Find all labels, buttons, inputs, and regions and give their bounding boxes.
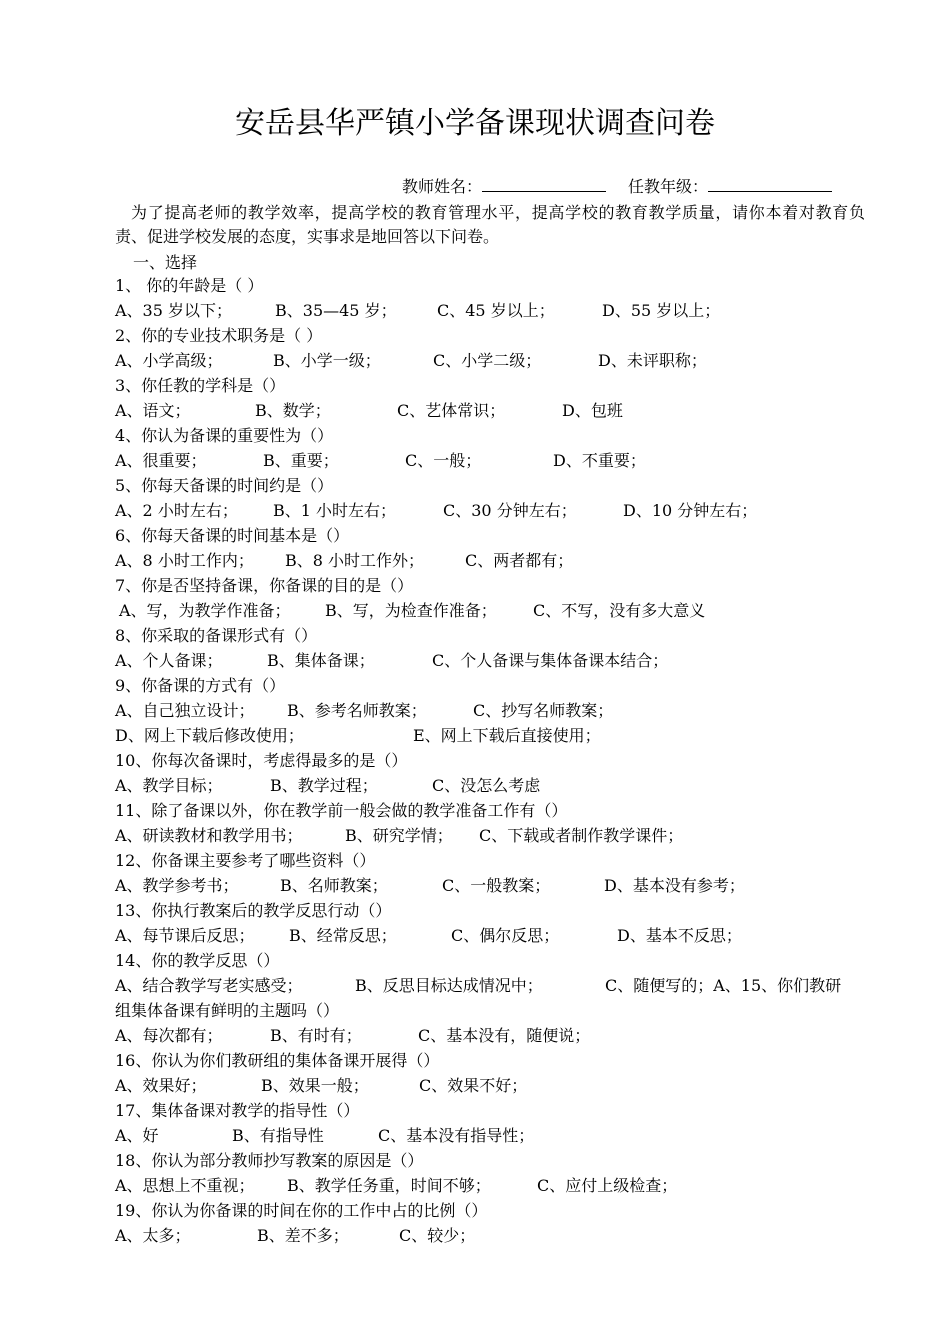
option-row xyxy=(115,723,875,748)
option-item: D、基本不反思； xyxy=(617,926,742,945)
option-item: A、教学目标； xyxy=(115,776,223,795)
option-row xyxy=(115,873,875,898)
option-item: B、写，为检查作准备； xyxy=(325,601,497,620)
option-row xyxy=(115,398,875,423)
question-label: 13、你执行教案后的教学反思行动（） xyxy=(115,901,392,920)
option-row xyxy=(115,1073,875,1098)
question-text xyxy=(115,523,875,548)
option-item: C、应付上级检查； xyxy=(537,1176,678,1195)
option-item: C、30 分钟左右； xyxy=(443,501,577,520)
option-item: A、很重要； xyxy=(115,451,207,470)
option-item: C、小学二级； xyxy=(433,351,542,370)
question-text xyxy=(115,798,875,823)
option-item: A、小学高级； xyxy=(115,351,223,370)
option-row xyxy=(115,598,875,623)
question-list xyxy=(115,273,875,1248)
option-row xyxy=(115,498,875,523)
teacher-name-label: 教师姓名： xyxy=(402,177,483,196)
option-item: C、两者都有； xyxy=(465,551,574,570)
option-item: A、每次都有； xyxy=(115,1026,223,1045)
question-label: 11、除了备课以外，你在教学前一般会做的教学准备工作有（） xyxy=(115,801,568,820)
option-item: C、45 岁以上； xyxy=(437,301,555,320)
question-label: 14、你的教学反思（） xyxy=(115,951,280,970)
question-label: 7、你是否坚持备课，你备课的目的是（） xyxy=(115,576,414,595)
option-row xyxy=(115,1173,875,1198)
option-item: A、每节课后反思； xyxy=(115,926,255,945)
option-item: D、基本没有参考； xyxy=(604,876,745,895)
option-item: B、重要； xyxy=(263,451,339,470)
question-label: 6、你每天备课的时间基本是（） xyxy=(115,526,350,545)
question-label: 9、你备课的方式有（） xyxy=(115,676,286,695)
option-item: C、不写，没有多大意义 xyxy=(533,601,706,620)
option-item: A、语文； xyxy=(115,401,191,420)
option-item: C、没怎么考虑 xyxy=(432,776,541,795)
option-item: B、集体备课； xyxy=(267,651,375,670)
option-item: B、35—45 岁； xyxy=(275,301,397,320)
question-text xyxy=(115,273,875,298)
option-item: B、教学任务重，时间不够； xyxy=(287,1176,491,1195)
grade-blank xyxy=(708,175,832,192)
option-item: C、基本没有，随便说； xyxy=(418,1026,591,1045)
question-text xyxy=(115,748,875,773)
question-text xyxy=(115,848,875,873)
option-item: A、自己独立设计； xyxy=(115,701,255,720)
option-row xyxy=(115,1123,875,1148)
option-item: D、不重要； xyxy=(553,451,646,470)
option-row xyxy=(115,1223,875,1248)
option-row xyxy=(115,298,875,323)
question-label: 1、 你的年龄是（ ） xyxy=(115,276,264,295)
question-text xyxy=(115,998,875,1023)
option-item: B、教学过程； xyxy=(270,776,378,795)
option-item: A、个人备课； xyxy=(115,651,223,670)
question-text xyxy=(115,1048,875,1073)
option-item: B、研究学情； xyxy=(345,826,453,845)
option-item: A、效果好； xyxy=(115,1076,207,1095)
question-text xyxy=(115,423,875,448)
option-row xyxy=(115,348,875,373)
option-item: B、有指导性 xyxy=(232,1126,324,1145)
question-text xyxy=(115,1098,875,1123)
section-heading: 一、选择 xyxy=(133,253,198,272)
question-label: 10、你每次备课时，考虑得最多的是（） xyxy=(115,751,408,770)
option-item: D、包班 xyxy=(562,401,623,420)
question-label: 2、你的专业技术职务是（ ） xyxy=(115,326,323,345)
option-item: C、随便写的；A、15、你们教研 xyxy=(605,976,842,995)
option-item: B、参考名师教案； xyxy=(287,701,427,720)
option-item: D、10 分钟左右； xyxy=(623,501,758,520)
option-item: A、8 小时工作内； xyxy=(115,551,254,570)
option-item: A、2 小时左右； xyxy=(115,501,238,520)
option-row xyxy=(115,1023,875,1048)
option-row xyxy=(115,973,875,998)
question-text xyxy=(115,573,875,598)
option-item: C、较少； xyxy=(399,1226,476,1245)
option-item: E、网上下载后直接使用； xyxy=(413,726,601,745)
question-text xyxy=(115,948,875,973)
grade-label: 任教年级： xyxy=(628,177,709,196)
question-label: 12、你备课主要参考了哪些资料（） xyxy=(115,851,376,870)
option-item: C、基本没有指导性； xyxy=(378,1126,535,1145)
option-row xyxy=(115,823,875,848)
option-item: B、效果一般； xyxy=(261,1076,369,1095)
question-text xyxy=(115,373,875,398)
option-item: B、名师教案； xyxy=(280,876,388,895)
option-item: C、抄写名师教案； xyxy=(473,701,614,720)
option-item: A、写，为教学作准备； xyxy=(119,601,291,620)
option-item: C、下载或者制作教学课件； xyxy=(479,826,684,845)
question-text xyxy=(115,623,875,648)
option-item: B、经常反思； xyxy=(289,926,397,945)
question-text xyxy=(115,898,875,923)
option-item: B、反思目标达成情况中； xyxy=(355,976,543,995)
option-row xyxy=(115,448,875,473)
option-item: C、效果不好； xyxy=(419,1076,528,1095)
option-row xyxy=(115,923,875,948)
option-item: A、好 xyxy=(115,1126,159,1145)
option-item: B、有时有； xyxy=(270,1026,362,1045)
question-label: 19、你认为你备课的时间在你的工作中占的比例（） xyxy=(115,1201,488,1220)
question-text xyxy=(115,473,875,498)
option-item: C、一般； xyxy=(405,451,482,470)
option-item: B、小学一级； xyxy=(273,351,381,370)
option-item: A、研读教材和教学用书； xyxy=(115,826,303,845)
question-text xyxy=(115,1148,875,1173)
option-row xyxy=(115,698,875,723)
question-label: 18、你认为部分教师抄写教案的原因是（） xyxy=(115,1151,424,1170)
option-item: B、1 小时左右； xyxy=(273,501,397,520)
question-label: 17、集体备课对教学的指导性（） xyxy=(115,1101,360,1120)
option-item: A、教学参考书； xyxy=(115,876,239,895)
question-text xyxy=(115,323,875,348)
question-label: 3、你任教的学科是（） xyxy=(115,376,286,395)
option-item: C、艺体常识； xyxy=(397,401,506,420)
option-item: A、思想上不重视； xyxy=(115,1176,255,1195)
option-item: D、55 岁以上； xyxy=(602,301,721,320)
option-row xyxy=(115,773,875,798)
question-text xyxy=(115,673,875,698)
intro-paragraph: 为了提高老师的教学效率，提高学校的教育管理水平，提高学校的教育教学质量，请你本着对教育负责、促进学校发展的态度，实事求是地回答以下问卷。 xyxy=(115,203,865,246)
question-label: 16、你认为你们教研组的集体备课开展得（） xyxy=(115,1051,440,1070)
page-title: 安岳县华严镇小学备课现状调查问卷 xyxy=(235,106,715,141)
option-item: D、未评职称； xyxy=(598,351,707,370)
question-label: 4、你认为备课的重要性为（） xyxy=(115,426,334,445)
option-item: C、一般教案； xyxy=(442,876,551,895)
option-item: B、数学； xyxy=(255,401,331,420)
question-label: 组集体备课有鲜明的主题吗（） xyxy=(115,1001,340,1020)
option-row xyxy=(115,648,875,673)
respondent-info xyxy=(402,175,832,198)
question-label: 8、你采取的备课形式有（） xyxy=(115,626,318,645)
option-item: A、结合教学写老实感受； xyxy=(115,976,303,995)
option-item: D、网上下载后修改使用； xyxy=(115,726,304,745)
option-item: A、35 岁以下； xyxy=(115,301,233,320)
option-item: B、8 小时工作外； xyxy=(285,551,425,570)
option-item: C、偶尔反思； xyxy=(451,926,560,945)
question-label: 5、你每天备课的时间约是（） xyxy=(115,476,334,495)
teacher-name-blank xyxy=(482,175,606,192)
option-item: C、个人备课与集体备课本结合； xyxy=(432,651,669,670)
question-text xyxy=(115,1198,875,1223)
option-item: B、差不多； xyxy=(257,1226,349,1245)
option-item: A、太多； xyxy=(115,1226,191,1245)
option-row xyxy=(115,548,875,573)
